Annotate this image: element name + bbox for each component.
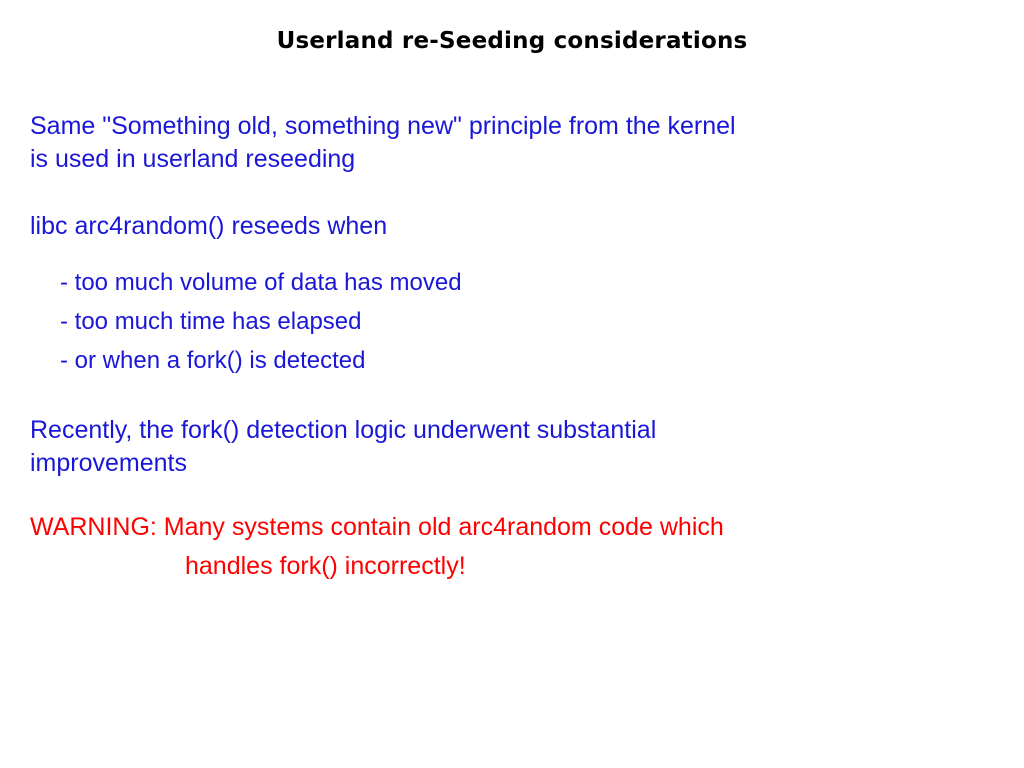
spacer-2 [30, 243, 990, 263]
recent-line-2: improvements [30, 449, 187, 477]
warning-line-1: WARNING: Many systems contain old arc4random code which [30, 513, 724, 541]
list-item: - too much volume of data has moved [60, 269, 462, 296]
warning-paragraph [30, 508, 990, 586]
intro-line-2: is used in userland reseeding [30, 145, 356, 173]
spacer-3 [30, 380, 990, 414]
reseed-heading: libc arc4random() reseeds when [30, 212, 388, 240]
spacer-4 [30, 480, 990, 508]
intro-paragraph [30, 110, 990, 176]
page-title: Userland re-Seeding considerations [276, 28, 748, 54]
recent-paragraph [30, 414, 990, 480]
spacer-1 [30, 176, 990, 210]
intro-line-1: Same "Something old, something new" principle from the kernel [30, 112, 736, 140]
warning-line-2: handles fork() incorrectly! [185, 552, 466, 580]
reseed-conditions-list [30, 263, 990, 380]
list-item: - too much time has elapsed [60, 308, 362, 335]
recent-line-1: Recently, the fork() detection logic underwent substantial [30, 416, 657, 444]
slide-body [30, 110, 990, 586]
list-item: - or when a fork() is detected [60, 347, 366, 374]
